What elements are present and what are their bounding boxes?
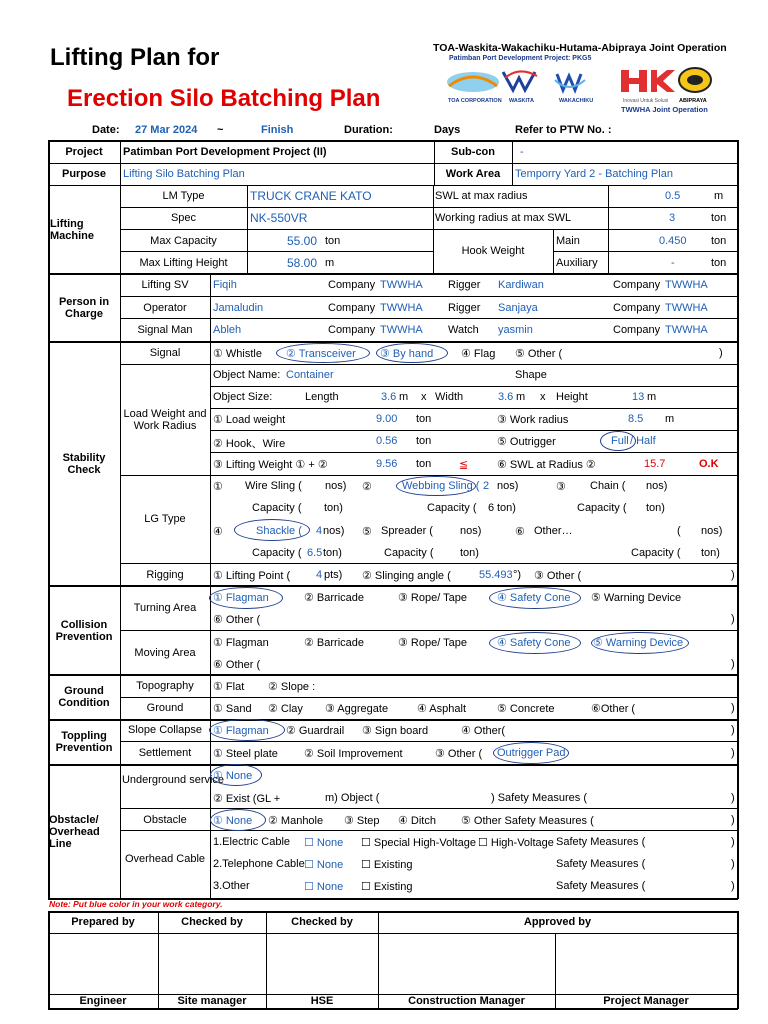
- webbing-capacity: Capacity (: [427, 502, 477, 514]
- other-line-safety: Safety Measures (: [556, 880, 646, 892]
- hook-aux-unit: ton: [711, 257, 727, 269]
- role-rigger-1: Rigger: [448, 279, 481, 291]
- spreader[interactable]: Spreader (: [381, 525, 433, 537]
- shackle-nos: nos): [323, 525, 345, 537]
- chain-capacity-ton: ton): [646, 502, 665, 514]
- turning-safety-cone[interactable]: ④ Safety Cone: [497, 592, 571, 604]
- wire-sling[interactable]: Wire Sling (: [245, 480, 302, 492]
- telephone-close: ): [731, 858, 735, 870]
- object-name-label: Object Name:: [213, 369, 281, 381]
- moving-barricade[interactable]: ② Barricade: [304, 637, 364, 649]
- other-capacity-ton: ton): [701, 547, 720, 559]
- length-unit: m: [399, 391, 409, 403]
- purpose-value[interactable]: Lifting Silo Batching Plan: [123, 168, 245, 180]
- signal-close: ): [719, 347, 723, 359]
- obstacle-manhole[interactable]: ② Manhole: [268, 815, 324, 827]
- max-capacity-label: Max Capacity: [150, 235, 217, 247]
- max-height-label: Max Lifting Height: [139, 257, 228, 269]
- obstacle-label: Obstacle: [143, 814, 187, 826]
- webbing-capacity-value[interactable]: 6: [488, 502, 495, 514]
- slinging-angle-value[interactable]: 55.493: [479, 569, 513, 581]
- title-line-1: Lifting Plan for: [50, 44, 220, 71]
- wire-capacity-ton: ton): [324, 502, 343, 514]
- swl-radius-value[interactable]: 15.7: [644, 458, 666, 470]
- signal-other[interactable]: ⑤ Other (: [515, 348, 563, 360]
- hook-aux-label: Auxiliary: [556, 257, 598, 269]
- height-value[interactable]: 13: [632, 391, 645, 403]
- selected-slope-flagman-ellipse: [209, 719, 285, 741]
- electric-close: ): [731, 836, 735, 848]
- width-value[interactable]: 3.6: [498, 391, 514, 403]
- max-height-unit: m: [325, 257, 335, 269]
- other-line-existing[interactable]: ☐ Existing: [361, 881, 413, 893]
- spreader-capacity-ton: ton): [460, 547, 479, 559]
- turning-flagman[interactable]: ① Flagman: [213, 592, 269, 604]
- chain[interactable]: Chain (: [590, 480, 626, 492]
- hook-main-label: Main: [556, 235, 580, 247]
- lg-c3: ③: [556, 481, 566, 493]
- webbing-sling[interactable]: Webbing Sling (: [402, 480, 480, 492]
- load-weight-unit: ton: [416, 413, 432, 425]
- signal-transceiver[interactable]: ② Transceiver: [286, 348, 356, 360]
- logo-abipraya: ABIPRAYA: [679, 98, 707, 104]
- chain-capacity: Capacity (: [577, 502, 627, 514]
- hook-main-value[interactable]: 0.450: [659, 235, 687, 247]
- date-label: Date:: [92, 124, 120, 136]
- spreader-capacity: Capacity (: [384, 547, 434, 559]
- object-name-value[interactable]: Container: [286, 369, 334, 381]
- signal-label: Signal: [149, 347, 181, 359]
- settle-close: ): [731, 747, 735, 759]
- other-capacity: Capacity (: [631, 547, 681, 559]
- swl-radius-item: ⑥ SWL at Radius ②: [497, 459, 596, 471]
- settlement-label: Settlement: [138, 747, 192, 759]
- subcon-value[interactable]: -: [520, 146, 524, 158]
- leq-sign: ≦: [459, 459, 469, 471]
- days-label: Days: [434, 124, 461, 136]
- purpose-label: Purpose: [61, 168, 106, 180]
- selected-shackle-ellipse: [234, 519, 310, 541]
- signal-whistle[interactable]: ① Whistle: [213, 348, 262, 360]
- name-lifting-sv[interactable]: Fiqih: [213, 279, 237, 291]
- length-label: Length: [305, 391, 339, 403]
- spreader-nos: nos): [460, 525, 482, 537]
- electric-hv[interactable]: ☐ High-Voltage: [478, 837, 554, 849]
- spec-value[interactable]: NK-550VR: [250, 211, 308, 225]
- turning-rope[interactable]: ③ Rope/ Tape: [398, 592, 467, 604]
- signal-by-hand[interactable]: ③ By hand: [380, 348, 434, 360]
- rigging-label: Rigging: [146, 569, 184, 581]
- subcon-label: Sub-con: [451, 146, 495, 158]
- work-radius-value[interactable]: 8.5: [628, 413, 644, 425]
- settle-outrigger-pad[interactable]: Outrigger Pad: [497, 747, 566, 759]
- name-watch[interactable]: yasmin: [498, 324, 533, 336]
- role-engineer: Engineer: [79, 995, 127, 1007]
- selected-webbing-ellipse: [396, 476, 476, 496]
- settle-soil[interactable]: ② Soil Improvement: [304, 748, 403, 760]
- moving-area-label: Moving Area: [134, 647, 196, 659]
- company-label: Company: [328, 324, 376, 336]
- note: Note: Put blue color in your work category.: [49, 899, 223, 909]
- underground-none[interactable]: ① None: [213, 770, 253, 782]
- name-rigger-1[interactable]: Kardiwan: [498, 279, 544, 291]
- lifting-weight-value[interactable]: 9.56: [376, 458, 398, 470]
- underground-safety: ) Safety Measures (: [491, 792, 587, 804]
- ground-label: Ground: [146, 702, 184, 714]
- lifting-point-pts: pts): [324, 569, 343, 581]
- settle-other[interactable]: ③ Other (: [435, 748, 483, 760]
- telephone-safety: Safety Measures (: [556, 858, 646, 870]
- name-operator[interactable]: Jamaludin: [213, 302, 264, 314]
- lg-other[interactable]: Other…: [534, 525, 573, 537]
- toppling-prevention-group: Toppling Prevention: [55, 730, 113, 754]
- title-line-2: Erection Silo Batching Plan: [67, 85, 381, 112]
- moving-warning[interactable]: ⑤ Warning Device: [593, 637, 684, 649]
- selected-underground-none-ellipse: [210, 764, 262, 786]
- lg-c1: ①: [213, 481, 223, 493]
- duration-label: Duration:: [344, 124, 393, 136]
- lm-type-value[interactable]: TRUCK CRANE KATO: [250, 189, 372, 203]
- approved-by-header: Approved by: [523, 916, 592, 928]
- telephone-none[interactable]: ☐ None: [304, 859, 344, 871]
- shackle-count[interactable]: 4: [316, 525, 323, 537]
- role-lifting-sv: Lifting SV: [141, 279, 189, 291]
- ground-aggregate[interactable]: ③ Aggregate: [325, 703, 389, 715]
- shape-label: Shape: [515, 369, 547, 381]
- selected-turning-cone-ellipse: [489, 587, 581, 609]
- logo-hk-sub: Inovasi Untuk Solusi: [623, 98, 669, 104]
- width-label: Width: [435, 391, 464, 403]
- shackle-capacity: Capacity (: [252, 547, 302, 559]
- company-label: Company: [613, 279, 661, 291]
- role-signal-man: Signal Man: [137, 324, 193, 336]
- signal-flag[interactable]: ④ Flag: [461, 348, 496, 360]
- company-signal-man[interactable]: TWWHA: [380, 324, 423, 336]
- checked-by-header-2: Checked by: [291, 916, 353, 928]
- moving-close: ): [731, 658, 735, 670]
- outrigger-half[interactable]: / Half: [630, 435, 656, 447]
- slope-other[interactable]: ④ Other(: [461, 725, 506, 737]
- company-label: Company: [328, 302, 376, 314]
- selected-pad-ellipse: [493, 742, 569, 764]
- shackle-capacity-ton: ton): [323, 547, 342, 559]
- obstacle-ditch[interactable]: ④ Ditch: [398, 815, 436, 827]
- wire-sling-nos: nos): [325, 480, 347, 492]
- logo-toa: TOA CORPORATION: [448, 98, 502, 104]
- underground-close: ): [731, 792, 735, 804]
- obstacle-close: ): [731, 814, 735, 826]
- lg-other-paren: (: [677, 525, 681, 537]
- obstacle-none[interactable]: ① None: [213, 815, 253, 827]
- swl-label: SWL at max radius: [435, 190, 528, 202]
- logo-jo: TWWHA Joint Operation: [621, 105, 708, 114]
- stability-check-group: Stability Check: [62, 452, 106, 476]
- ground-sand[interactable]: ① Sand: [213, 703, 252, 715]
- outrigger-item: ⑤ Outrigger: [497, 436, 556, 448]
- slope-guardrail[interactable]: ② Guardrail: [286, 725, 345, 737]
- company-label: Company: [328, 279, 376, 291]
- electric-safety: Safety Measures (: [556, 836, 646, 848]
- lg-c5: ⑤: [362, 526, 372, 538]
- work-area-value[interactable]: Temporry Yard 2 - Batching Plan: [515, 168, 673, 180]
- company-label: Company: [613, 324, 661, 336]
- swl-unit: m: [714, 190, 724, 202]
- slinging-angle: ② Slinging angle (: [362, 570, 451, 582]
- underground-object: m) Object (: [325, 792, 380, 804]
- lg-other-nos: nos): [701, 525, 723, 537]
- ground-condition-group: Ground Condition: [58, 685, 110, 709]
- role-operator: Operator: [143, 302, 187, 314]
- lg-c2: ②: [362, 481, 372, 493]
- settle-steel[interactable]: ① Steel plate: [213, 748, 278, 760]
- lifting-weight-item: ③ Lifting Weight ① + ②: [213, 459, 328, 471]
- turning-area-label: Turning Area: [133, 602, 197, 614]
- name-signal-man[interactable]: Ableh: [213, 324, 242, 336]
- load-weight-label: Load Weight and Work Radius: [123, 408, 207, 432]
- turning-other[interactable]: ⑥ Other (: [213, 614, 261, 626]
- max-capacity-unit: ton: [325, 235, 341, 247]
- selected-moving-warning-ellipse: [591, 632, 689, 654]
- hook-aux-value[interactable]: -: [671, 257, 675, 269]
- overhead-cable-label: Overhead Cable: [124, 853, 206, 865]
- date-tilde: ~: [217, 124, 224, 136]
- x-sign-2: x: [540, 391, 546, 403]
- shackle[interactable]: Shackle (: [256, 525, 302, 537]
- ground-other[interactable]: ⑥Other (: [591, 703, 636, 715]
- telephone-existing[interactable]: ☐ Existing: [361, 859, 413, 871]
- date-value[interactable]: 27 Mar 2024: [135, 124, 198, 136]
- webbing-count[interactable]: 2: [483, 480, 490, 492]
- swl-value[interactable]: 0.5: [665, 190, 681, 202]
- jv-title: TOA-Waskita-Wakachiku-Hutama-Abipraya Joint Operation: [433, 42, 727, 54]
- company-label: Company: [613, 302, 661, 314]
- load-weight-item: ① Load weight: [213, 414, 286, 426]
- hook-wire-unit: ton: [416, 435, 432, 447]
- selected-by-hand-ellipse: [376, 343, 448, 363]
- webbing-nos: nos): [497, 480, 519, 492]
- lg-type-label: LG Type: [144, 513, 186, 525]
- company-rigger-1[interactable]: TWWHA: [665, 279, 708, 291]
- lifting-point: ① Lifting Point (: [213, 570, 291, 582]
- turning-close: ): [731, 613, 735, 625]
- selected-obstacle-none-ellipse: [210, 809, 266, 831]
- topo-slope[interactable]: ② Slope :: [268, 681, 316, 693]
- role-site-manager: Site manager: [177, 995, 247, 1007]
- telephone-cable: 2.Telephone Cable: [213, 858, 305, 870]
- width-unit: m: [516, 391, 526, 403]
- shackle-capacity-value[interactable]: 6.5: [307, 547, 323, 559]
- company-logos: [445, 55, 745, 118]
- hook-main-unit: ton: [711, 235, 727, 247]
- collision-prevention-group: Collision Prevention: [55, 619, 113, 643]
- logo-wakachiku: WAKACHIKU: [559, 98, 594, 104]
- max-height-value[interactable]: 58.00: [287, 256, 318, 270]
- working-radius-value[interactable]: 3: [669, 212, 676, 224]
- work-radius-item: ③ Work radius: [497, 414, 569, 426]
- x-sign-1: x: [421, 391, 427, 403]
- obstacle-step[interactable]: ③ Step: [344, 815, 380, 827]
- selected-moving-cone-ellipse: [489, 632, 581, 654]
- slope-flagman[interactable]: ① Flagman: [213, 725, 269, 737]
- hook-weight-label: Hook Weight: [461, 245, 525, 257]
- max-capacity-value[interactable]: 55.00: [287, 234, 318, 248]
- moving-safety-cone[interactable]: ④ Safety Cone: [497, 637, 571, 649]
- company-watch[interactable]: TWWHA: [665, 324, 708, 336]
- ground-clay[interactable]: ② Clay: [268, 703, 303, 715]
- hook-wire-item: ② Hook、Wire: [213, 438, 286, 450]
- other-line: 3.Other: [213, 880, 250, 892]
- work-area-label: Work Area: [445, 168, 501, 180]
- company-operator[interactable]: TWWHA: [380, 302, 423, 314]
- work-radius-unit: m: [665, 413, 675, 425]
- company-rigger-2[interactable]: TWWHA: [665, 302, 708, 314]
- person-in-charge-group: Person in Charge: [58, 296, 110, 320]
- company-lifting-sv[interactable]: TWWHA: [380, 279, 423, 291]
- other-line-close: ): [731, 880, 735, 892]
- moving-flagman[interactable]: ① Flagman: [213, 637, 269, 649]
- topo-flat[interactable]: ① Flat: [213, 681, 245, 693]
- rigging-other[interactable]: ③ Other (: [534, 570, 582, 582]
- selected-transceiver-ellipse: [276, 343, 370, 363]
- electric-none[interactable]: ☐ None: [304, 837, 344, 849]
- role-hse: HSE: [310, 995, 334, 1007]
- ground-close: ): [731, 702, 735, 714]
- underground-exist[interactable]: ② Exist (GL +: [213, 793, 281, 805]
- role-watch: Watch: [448, 324, 479, 336]
- lm-type-label: LM Type: [162, 190, 205, 202]
- obstacle-group: Obstacle/ Overhead Line: [49, 814, 100, 850]
- lg-c6: ⑥: [515, 526, 525, 538]
- role-rigger-2: Rigger: [448, 302, 481, 314]
- checked-by-header-1: Checked by: [181, 916, 243, 928]
- obstacle-other[interactable]: ⑤ Other Safety Measures (: [461, 815, 594, 827]
- turning-warning[interactable]: ⑤ Warning Device: [591, 592, 682, 604]
- rigging-close: ): [731, 569, 735, 581]
- electric-cable: 1.Electric Cable: [213, 836, 291, 848]
- selected-turning-flagman-ellipse: [209, 587, 283, 609]
- ptw-label: Refer to PTW No. :: [515, 124, 612, 136]
- working-radius-unit: ton: [711, 212, 727, 224]
- prepared-by-header: Prepared by: [71, 916, 135, 928]
- moving-other[interactable]: ⑥ Other (: [213, 659, 261, 671]
- role-construction-manager: Construction Manager: [408, 995, 525, 1007]
- underground-label: Underground service: [121, 774, 225, 786]
- slope-collapse-label: Slope Collapse: [128, 724, 202, 736]
- height-label: Height: [556, 391, 588, 403]
- name-rigger-2[interactable]: Sanjaya: [498, 302, 538, 314]
- project-value: Patimban Port Development Project (II): [123, 146, 327, 158]
- load-weight-value[interactable]: 9.00: [376, 413, 398, 425]
- height-unit: m: [647, 391, 657, 403]
- wire-capacity: Capacity (: [252, 502, 302, 514]
- finish-value[interactable]: Finish: [261, 124, 294, 136]
- spec-label: Spec: [170, 212, 197, 224]
- project-label: Project: [65, 146, 103, 158]
- chain-nos: nos): [646, 480, 668, 492]
- lifting-point-count[interactable]: 4: [316, 569, 323, 581]
- logo-project-text: Patimban Port Development Project: PKG5: [449, 55, 592, 62]
- lifting-machine-group: Lifting Machine: [50, 218, 95, 242]
- other-line-none[interactable]: ☐ None: [304, 881, 344, 893]
- webbing-capacity-ton: ton): [497, 502, 516, 514]
- turning-barricade[interactable]: ② Barricade: [304, 592, 364, 604]
- outrigger-full[interactable]: Full: [611, 435, 629, 447]
- working-radius-label: Working radius at max SWL: [435, 212, 572, 224]
- role-project-manager: Project Manager: [603, 995, 689, 1007]
- slope-close: ): [731, 724, 735, 736]
- ground-concrete[interactable]: ⑤ Concrete: [497, 703, 555, 715]
- topography-label: Topography: [136, 680, 194, 692]
- lg-c4: ④: [213, 526, 223, 538]
- electric-special-hv[interactable]: ☐ Special High-Voltage: [361, 837, 477, 849]
- slinging-angle-deg: °): [513, 569, 522, 581]
- ground-asphalt[interactable]: ④ Asphalt: [417, 703, 467, 715]
- lifting-weight-unit: ton: [416, 458, 432, 470]
- logo-waskita: WASKITA: [509, 98, 534, 104]
- hook-wire-value[interactable]: 0.56: [376, 435, 398, 447]
- slope-signboard[interactable]: ③ Sign board: [362, 725, 429, 737]
- length-value[interactable]: 3.6: [381, 391, 397, 403]
- moving-rope[interactable]: ③ Rope/ Tape: [398, 637, 467, 649]
- ok-status: O.K: [699, 458, 719, 470]
- object-size-label: Object Size:: [213, 391, 273, 403]
